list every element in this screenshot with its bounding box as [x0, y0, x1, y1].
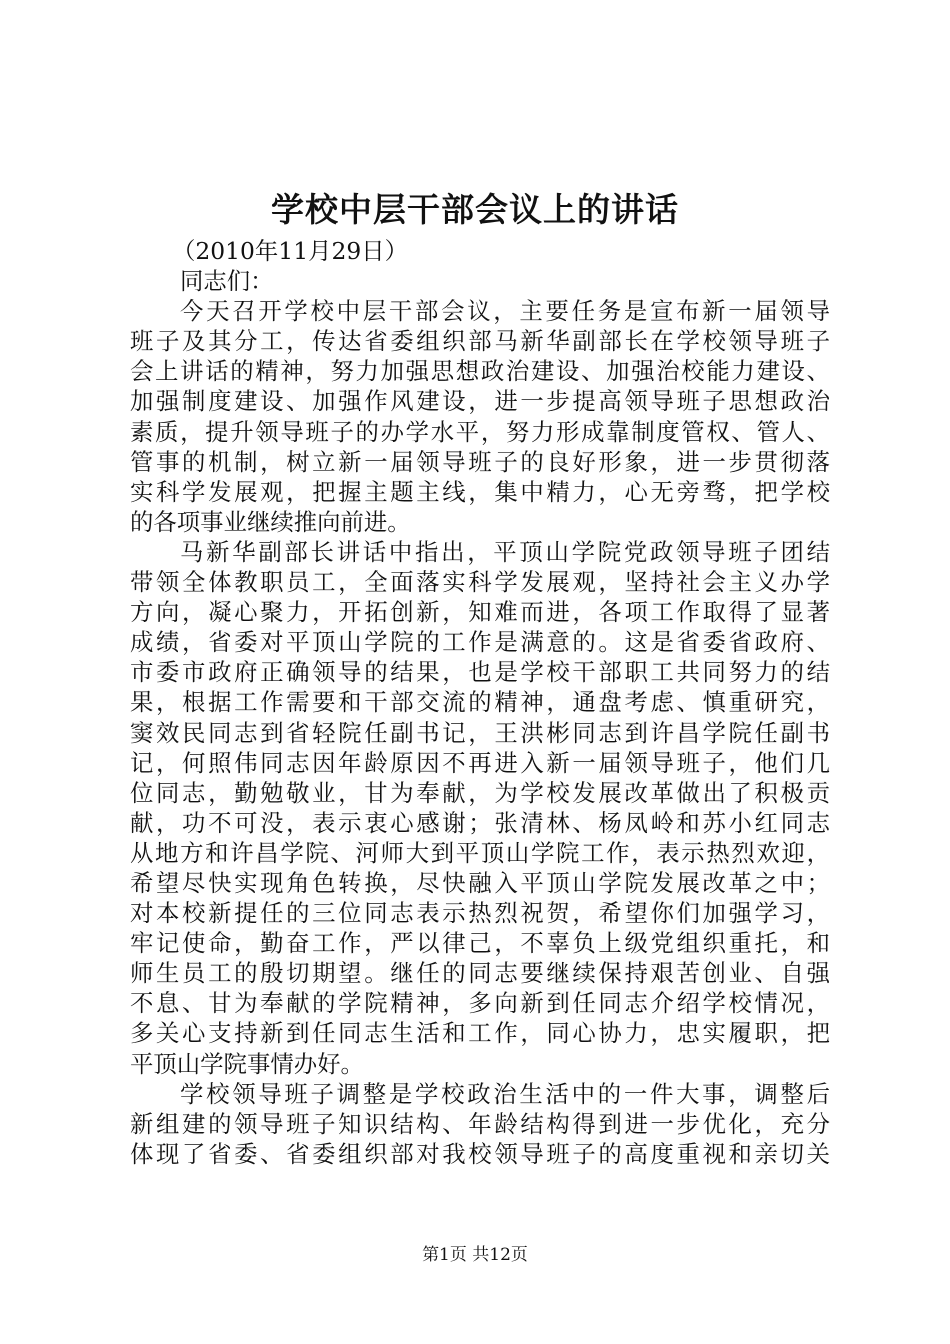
paragraph-line: 加强制度建设、加强作风建设，进一步提高领导班子思想政治: [130, 387, 830, 416]
paragraph-line: 管事的机制，树立新一届领导班子的良好形象，进一步贯彻落: [130, 447, 830, 476]
paragraph: [130, 1079, 830, 1169]
paragraph: [130, 296, 830, 537]
paragraphs-container: [130, 296, 830, 1169]
paragraph-line: 位同志，勤勉敬业，甘为奉献，为学校发展改革做出了积极贡: [130, 778, 830, 807]
paragraph-line: 市委市政府正确领导的结果，也是学校干部职工共同努力的结: [130, 658, 830, 687]
paragraph-line: 从地方和许昌学院、河师大到平顶山学院工作，表示热烈欢迎，: [130, 838, 830, 867]
paragraph-line: 班子及其分工，传达省委组织部马新华副部长在学校领导班子: [130, 327, 830, 356]
paragraph-line: 果，根据工作需要和干部交流的精神，通盘考虑、慎重研究，: [130, 688, 830, 717]
paragraph-line: 今天召开学校中层干部会议，主要任务是宣布新一届领导: [180, 297, 830, 326]
salutation-line: 同志们：: [180, 267, 274, 296]
paragraph-line: 不息、甘为奉献的学院精神，多向新到任同志介绍学校情况，: [130, 989, 830, 1018]
page-footer: 第1页 共12页: [422, 1245, 528, 1265]
paragraph-line: 体现了省委、省委组织部对我校领导班子的高度重视和亲切关: [130, 1139, 830, 1168]
paragraph-line: 对本校新提任的三位同志表示热烈祝贺，希望你们加强学习，: [130, 899, 830, 928]
paragraph-line: 新组建的领导班子知识结构、年龄结构得到进一步优化，充分: [130, 1109, 830, 1138]
paragraph-line: 的各项事业继续推向前进。: [130, 507, 411, 536]
paragraph-line: 实科学发展观，把握主题主线，集中精力，心无旁骛，把学校: [130, 477, 830, 506]
paragraph-line: 学校领导班子调整是学校政治生活中的一件大事，调整后: [180, 1079, 830, 1108]
paragraph-line: 带领全体教职员工，全面落实科学发展观，坚持社会主义办学: [130, 568, 830, 597]
paragraph: [130, 537, 830, 1079]
paragraph-line: 记，何照伟同志因年龄原因不再进入新一届领导班子，他们几: [130, 748, 830, 777]
paragraph-line: 马新华副部长讲话中指出，平顶山学院党政领导班子团结: [180, 537, 830, 566]
paragraph-line: 牢记使命，勤奋工作，严以律己，不辜负上级党组织重托，和: [130, 929, 830, 958]
paragraph-line: 会上讲话的精神，努力加强思想政治建设、加强治校能力建设、: [130, 357, 830, 386]
paragraph-line: 献，功不可没，表示衷心感谢；张清林、杨凤岭和苏小红同志: [130, 808, 830, 837]
paragraph-line: 成绩，省委对平顶山学院的工作是满意的。这是省委省政府、: [130, 628, 830, 657]
paragraph-line: 多关心支持新到任同志生活和工作，同心协力，忠实履职，把: [130, 1019, 830, 1048]
paragraph-line: 平顶山学院事情办好。: [130, 1049, 364, 1078]
date-line: （2010年11月29日）: [172, 237, 409, 265]
paragraph-line: 窦效民同志到省轻院任副书记，王洪彬同志到许昌学院任副书: [130, 718, 830, 747]
document-body: [130, 236, 830, 1169]
paragraph-line: 师生员工的殷切期望。继任的同志要继续保持艰苦创业、自强: [130, 959, 830, 988]
document-title: 学校中层干部会议上的讲话: [271, 190, 679, 229]
paragraph-line: 素质，提升领导班子的办学水平，努力形成靠制度管权、管人、: [130, 417, 830, 446]
paragraph-line: 希望尽快实现角色转换，尽快融入平顶山学院发展改革之中；: [130, 868, 830, 897]
paragraph-line: 方向，凝心聚力，开拓创新，知难而进，各项工作取得了显著: [130, 598, 830, 627]
